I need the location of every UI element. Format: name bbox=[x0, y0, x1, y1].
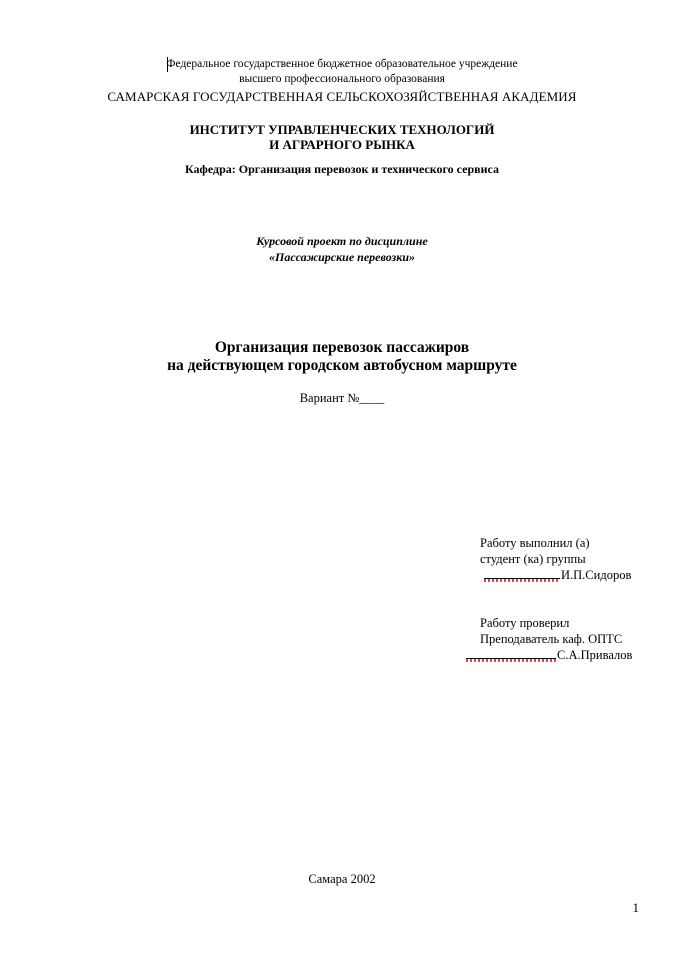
checked-line-1: Работу проверил bbox=[480, 616, 570, 630]
title-line-1: Организация перевозок пассажиров bbox=[214, 339, 470, 356]
institute-line-1: ИНСТИТУТ УПРАВЛЕНЧЕСКИХ ТЕХНОЛОГИЙ bbox=[189, 122, 495, 137]
performed-line-2: студент (ка) группы bbox=[480, 552, 586, 566]
header-line-3: САМАРСКАЯ ГОСУДАРСТВЕННАЯ СЕЛЬСКОХОЗЯЙСТВЕННАЯ АКАДЕМИЯ bbox=[107, 89, 577, 104]
checked-line-2: Преподаватель каф. ОПТС bbox=[480, 632, 623, 646]
checked-signature-row bbox=[466, 649, 632, 662]
footer-city-year: Самара 2002 bbox=[308, 872, 376, 886]
performed-line-1: Работу выполнил (а) bbox=[480, 536, 590, 550]
course-line-1: Курсовой проект по дисциплине bbox=[256, 234, 428, 248]
header-line-2: высшего профессионального образования bbox=[239, 73, 445, 85]
signature-blank bbox=[484, 577, 560, 579]
signature-blank bbox=[466, 657, 556, 659]
checked-name: С.А.Привалов bbox=[557, 648, 633, 662]
variant-field: Вариант №____ bbox=[299, 391, 385, 405]
header-line-1: Федеральное государственное бюджетное образовательное учреждение bbox=[166, 58, 518, 70]
page-number: 1 bbox=[632, 900, 639, 915]
performed-name: И.П.Сидоров bbox=[561, 568, 632, 582]
title-line-2: на действующем городском автобусном маршруте bbox=[167, 357, 517, 374]
course-line-2: «Пассажирские перевозки» bbox=[269, 250, 415, 264]
department: Кафедра: Организация перевозок и технического сервиса bbox=[184, 162, 500, 176]
institute-line-2: И АГРАРНОГО РЫНКА bbox=[269, 137, 415, 152]
performed-signature-row bbox=[484, 569, 631, 582]
